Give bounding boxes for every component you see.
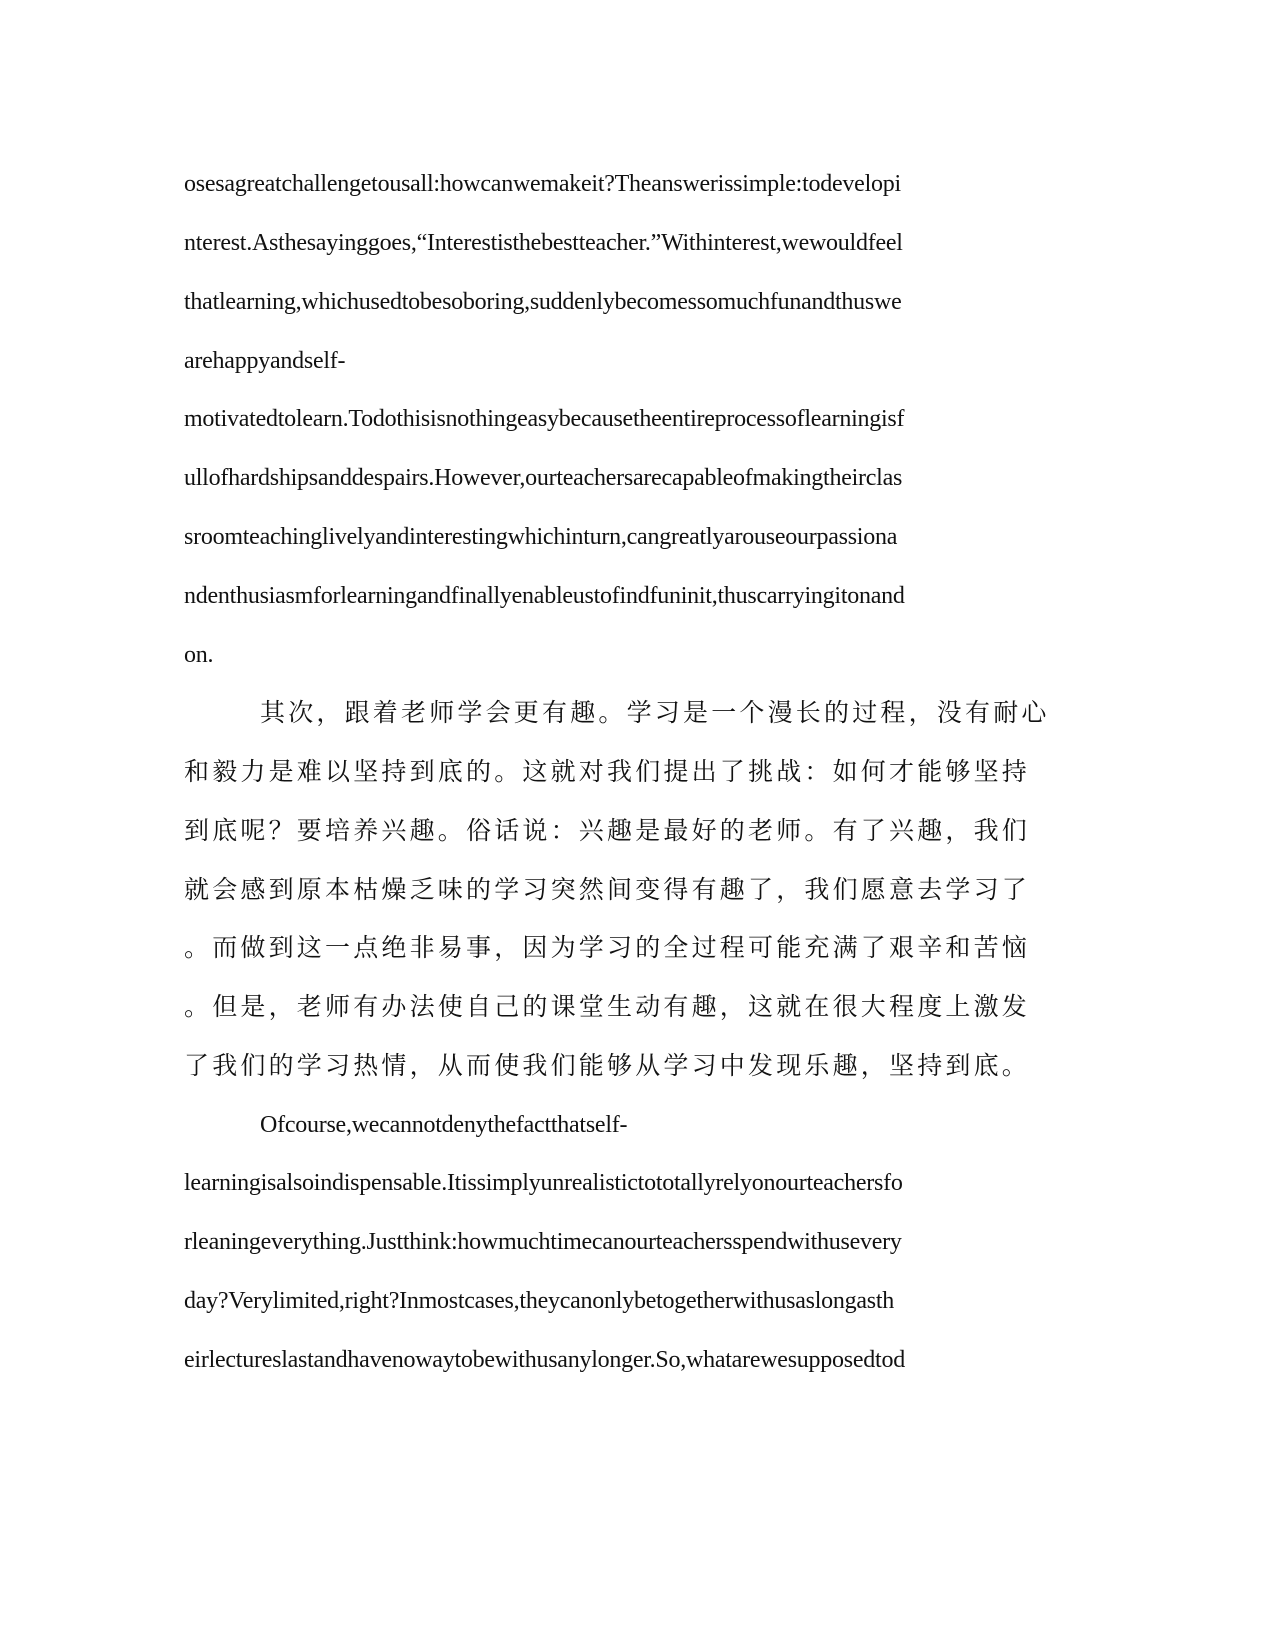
text-line: osesagreatchallengetousall:howcanwemakeit?Theanswerissimple:todevelopi [184, 171, 901, 197]
text-line: ullofhardshipsanddespairs.However,ourteachersarecapableofmakingtheirclas [184, 465, 903, 491]
text-line: motivatedtolearn.Todothisisnothingeasybecausetheentireprocessoflearningisf [184, 406, 905, 432]
text-line: rleaningeverything.Justthink:howmuchtimecanourteachersspendwithusevery [184, 1229, 902, 1255]
text-line: ndenthusiasmforlearningandfinallyenableustofindfuninit,thuscarryingitonand [184, 583, 905, 609]
text-line: on. [184, 642, 214, 668]
text-line: day?Verylimited,right?Inmostcases,theycanonlybetogetherwithusaslongasth [184, 1288, 895, 1314]
text-line-chinese: 。而做到这一点绝非易事，因为学习的全过程可能充满了艰辛和苦恼 [184, 933, 1031, 962]
text-line-chinese: 其次，跟着老师学会更有趣。学习是一个漫长的过程，没有耐心 [260, 698, 1050, 727]
text-line-chinese: 就会感到原本枯燥乏味的学习突然间变得有趣了，我们愿意去学习了 [184, 875, 1031, 904]
text-line-chinese: 。但是，老师有办法使自己的课堂生动有趣，这就在很大程度上激发 [184, 992, 1031, 1021]
text-line: eirlectureslastandhavenowaytobewithusanylonger.So,whatarewesupposedtod [184, 1347, 905, 1373]
text-line-chinese: 了我们的学习热情，从而使我们能够从学习中发现乐趣，坚持到底。 [184, 1051, 1031, 1080]
text-line: thatlearning,whichusedtobesoboring,suddenlybecomessomuchfunandthuswe [184, 289, 902, 315]
text-line: Ofcourse,wecannotdenythefactthatself- [260, 1112, 628, 1138]
text-line: learningisalsoindispensable.Itissimplyunrealistictototallyrelyonourteachersfo [184, 1170, 903, 1196]
text-line: nterest.Asthesayinggoes,“Interestisthebestteacher.”Withinterest,wewouldfeel [184, 230, 903, 256]
text-line-chinese: 到底呢？要培养兴趣。俗话说：兴趣是最好的老师。有了兴趣，我们 [184, 816, 1031, 845]
text-line-chinese: 和毅力是难以坚持到底的。这就对我们提出了挑战：如何才能够坚持 [184, 757, 1031, 786]
text-line: sroomteachinglivelyandinterestingwhichinturn,cangreatlyarouseourpassiona [184, 524, 898, 550]
text-line: arehappyandself- [184, 348, 346, 374]
